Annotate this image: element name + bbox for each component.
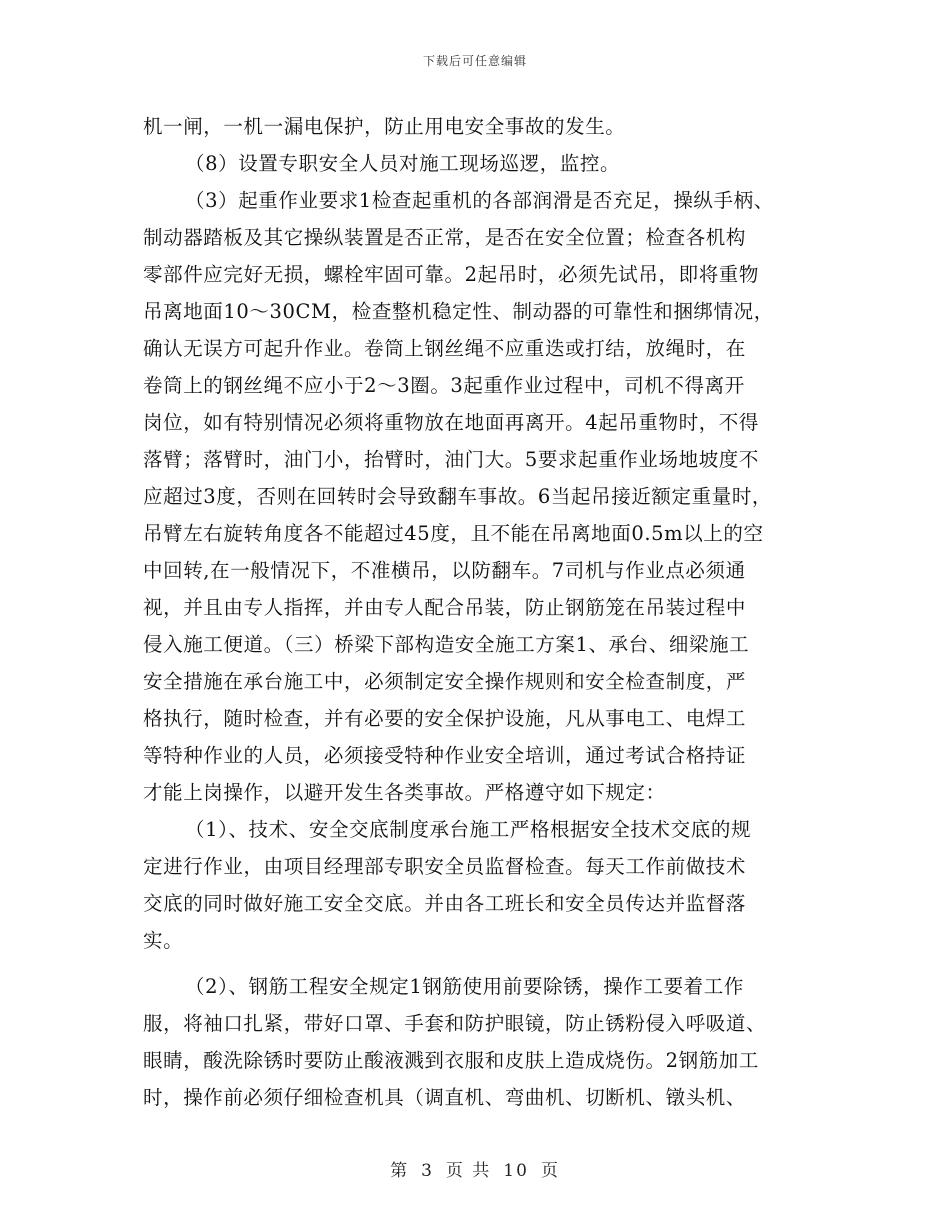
text-line: （3）起重作业要求1检查起重机的各部润滑是否充足，操纵手柄、 [185, 189, 774, 212]
footer-page-number: 3 [421, 1161, 434, 1181]
text-line: 安全措施在承台施工中，必须制定安全操作规则和安全检查制度，严 [143, 670, 747, 693]
text-line: （1）、技术、安全交底制度承台施工严格根据安全技术交底的规 [185, 818, 752, 841]
text-line: 中回转,在一般情况下，不准横吊，以防翻车。7司机与作业点必须通 [143, 559, 746, 582]
text-line: 交底的同时做好施工安全交底。并由各工班长和安全员传达并监督落 [143, 892, 747, 915]
text-line: 时，操作前必须仔细检查机具（调直机、弯曲机、切断机、镦头机、 [143, 1086, 747, 1109]
text-line: 才能上岗操作，以避开发生各类事故。严格遵守如下规定： [143, 781, 666, 804]
text-line: 定进行作业，由项目经理部专职安全员监督检查。每天工作前做技术 [143, 855, 747, 878]
text-line: 应超过3度，否则在回转时会导致翻车事故。6当起吊接近额定重量时， [143, 485, 773, 508]
text-line: 视，并且由专人指挥，并由专人配合吊装，防止钢筋笼在吊装过程中 [143, 596, 747, 619]
page-header: 下载后可任意编辑 [422, 54, 527, 68]
text-line: 吊离地面10～30CM，检查整机稳定性、制动器的可靠性和捆绑情况， [143, 300, 774, 323]
text-line: （8）设置专职安全人员对施工现场巡逻，监控。 [185, 152, 621, 175]
footer-prefix: 第 [390, 1161, 410, 1181]
page-footer [0, 1156, 950, 1181]
footer-suffix: 页 [540, 1161, 560, 1181]
footer-total-pages: 10 [503, 1161, 529, 1181]
text-line: 眼睛，酸洗除锈时要防止酸液溅到衣服和皮肤上造成烧伤。2钢筋加工 [143, 1049, 760, 1072]
text-line: 零部件应完好无损，螺栓牢固可靠。2起吊时，必须先试吊，即将重物 [143, 263, 760, 286]
text-line: 服，将袖口扎紧，带好口罩、手套和防护眼镜，防止锈粉侵入呼吸道、 [143, 1012, 767, 1035]
text-line: 落臂；落臂时，油门小，抬臂时，油门大。5要求起重作业场地坡度不 [143, 448, 760, 471]
text-line: 实。 [143, 929, 184, 952]
text-line: 格执行，随时检查，并有必要的安全保护设施，凡从事电工、电焊工 [143, 707, 747, 730]
text-line: 制动器踏板及其它操纵装置是否正常，是否在安全位置；检查各机构 [143, 226, 747, 249]
footer-middle: 页 共 [445, 1161, 492, 1181]
text-line: 侵入施工便道。（三）桥梁下部构造安全施工方案1、承台、细梁施工 [143, 633, 750, 656]
text-line: （2）、钢筋工程安全规定1钢筋使用前要除锈，操作工要着工作 [185, 975, 744, 998]
text-line: 确认无误方可起升作业。卷筒上钢丝绳不应重迭或打结，放绳时，在 [143, 337, 747, 360]
text-line: 吊臂左右旋转角度各不能超过45度，且不能在吊离地面0.5m以上的空 [143, 522, 764, 545]
text-line: 岗位，如有特别情况必须将重物放在地面再离开。4起吊重物时，不得 [143, 411, 760, 434]
text-line: 等特种作业的人员，必须接受特种作业安全培训，通过考试合格持证 [143, 744, 747, 767]
body-text [143, 108, 823, 1116]
text-line: 机一闸，一机一漏电保护，防止用电安全事故的发生。 [143, 115, 626, 138]
text-line: 卷筒上的钢丝绳不应小于2～3圈。3起重作业过程中，司机不得离开 [143, 374, 745, 397]
